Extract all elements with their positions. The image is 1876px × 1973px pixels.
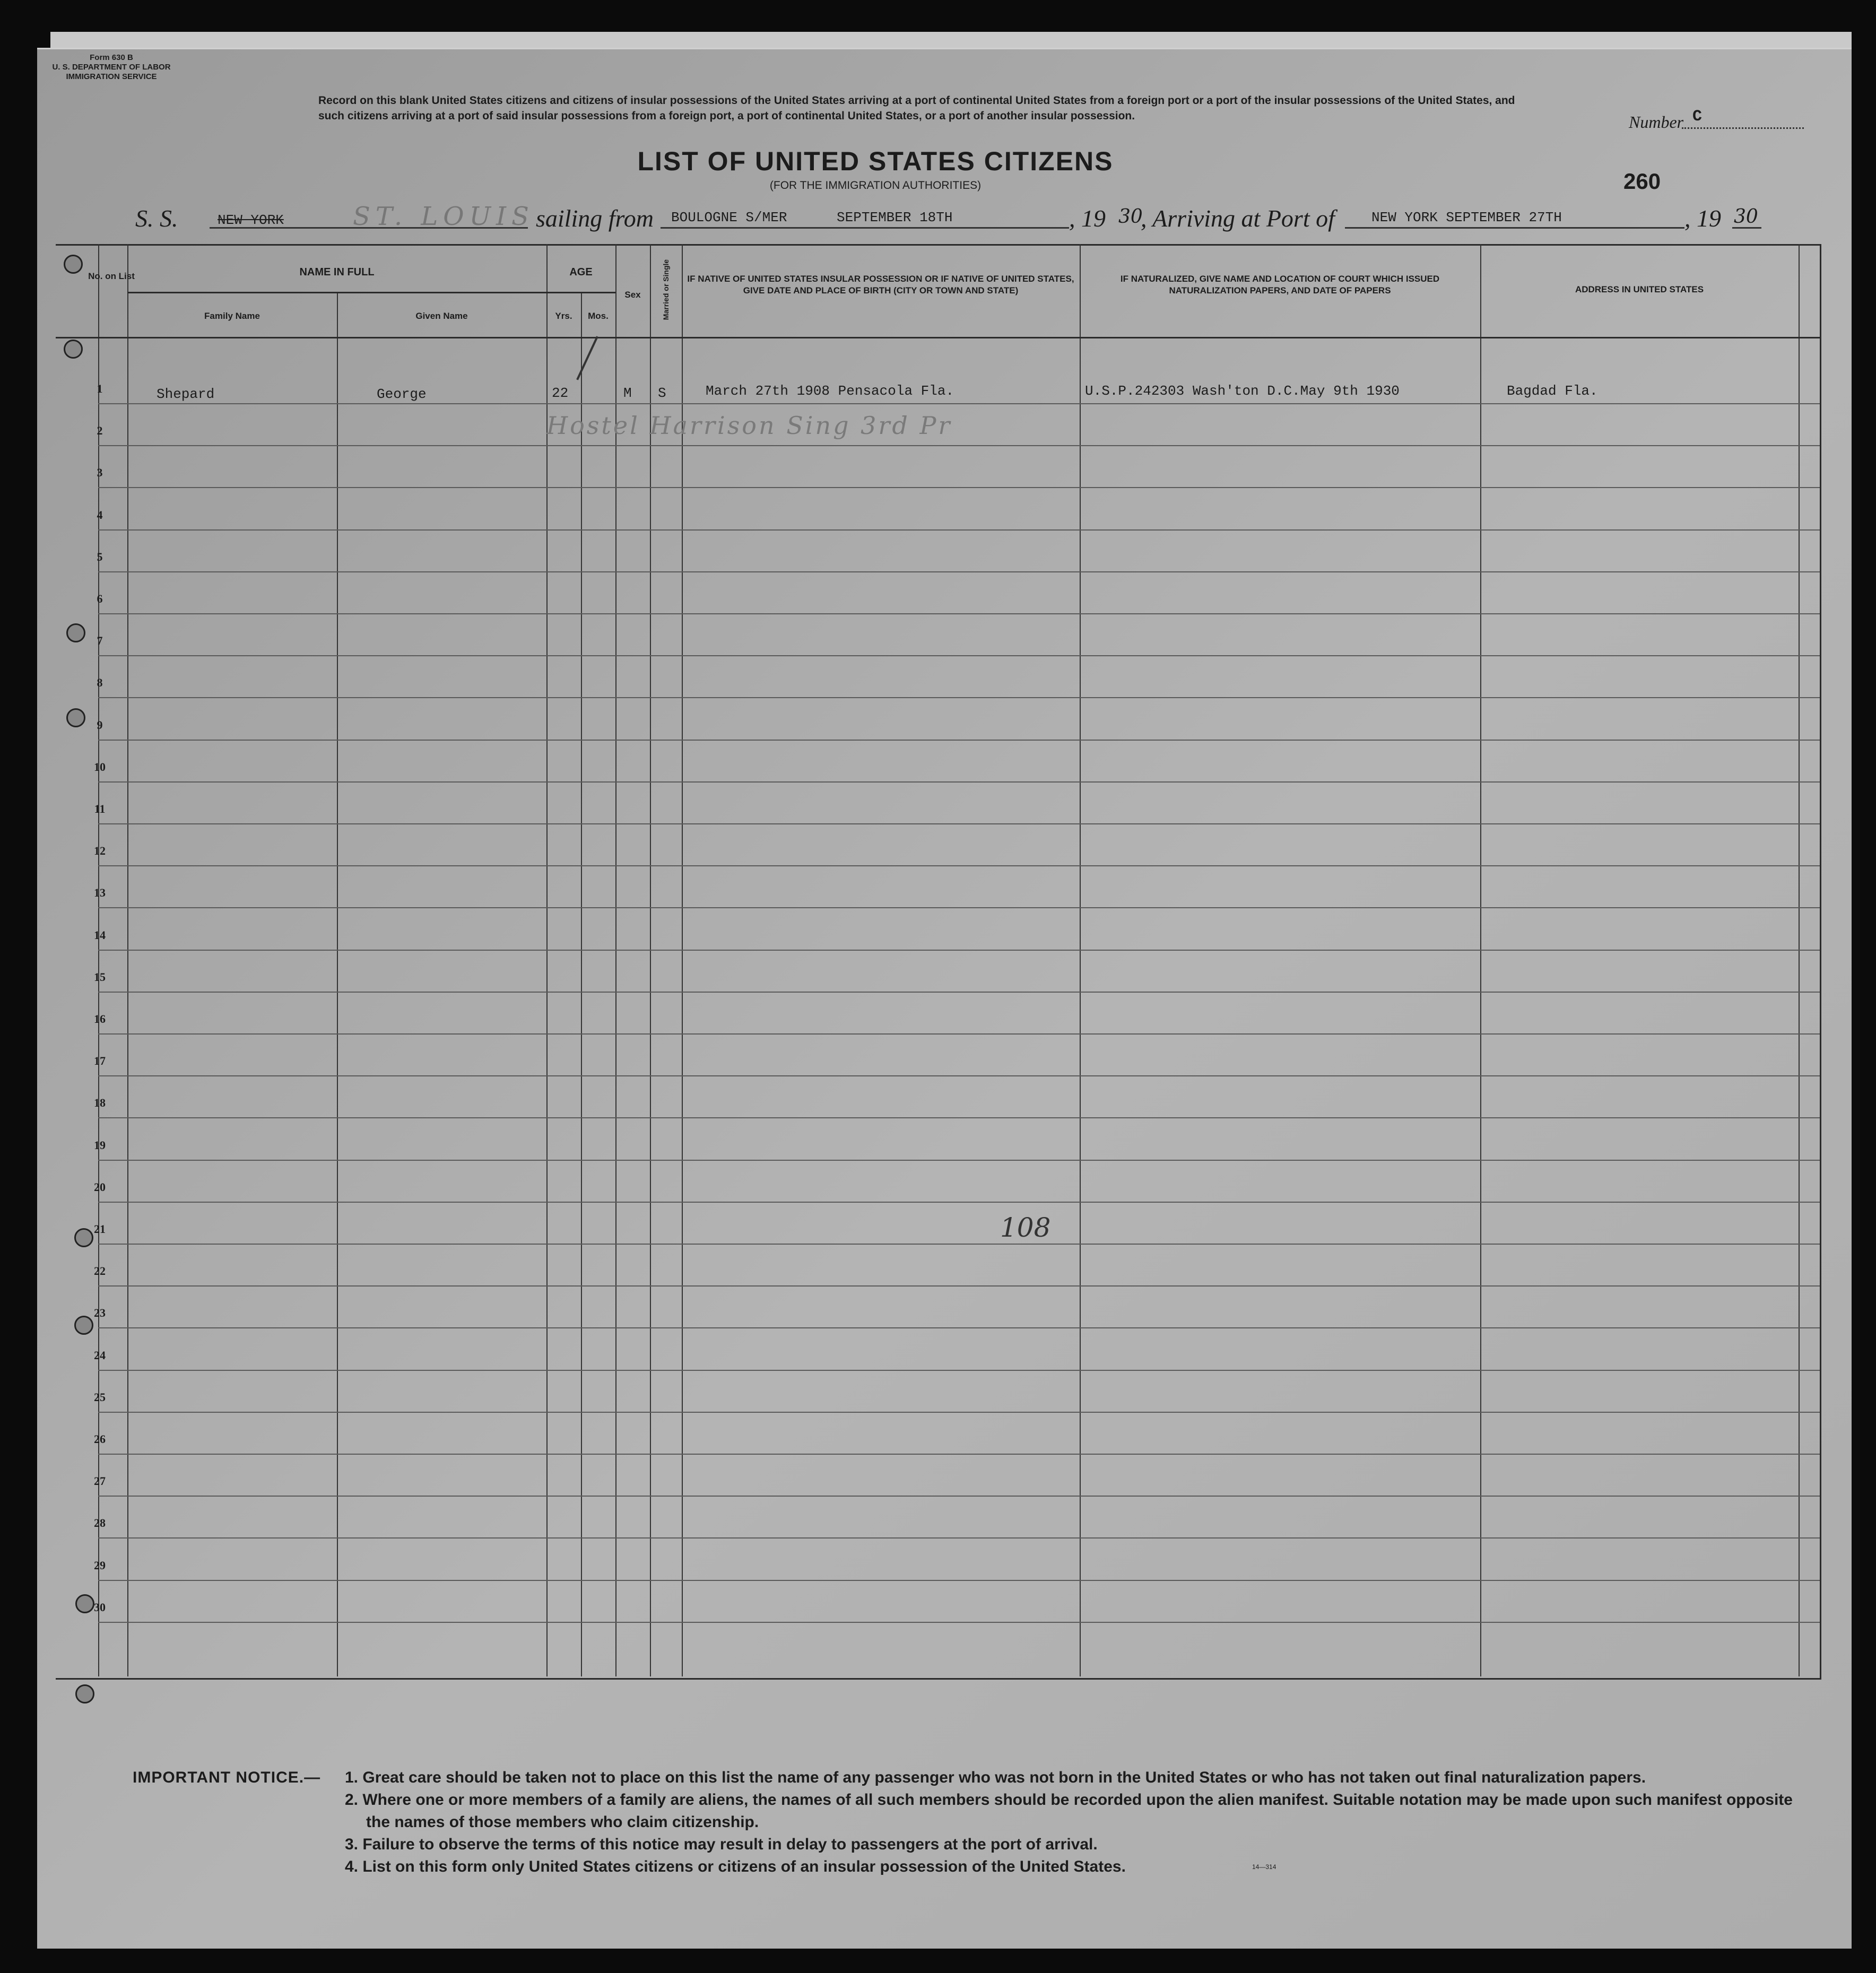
row-number: 11 xyxy=(94,802,106,815)
punch-hole xyxy=(66,708,85,727)
row-number: 8 xyxy=(97,676,103,689)
header-birth: IF NATIVE OF UNITED STATES INSULAR POSSESSION OR IF NATIVE OF UNITED STATES, GIVE DATE AND PLACE OF BIRTH (CITY OR TOWN AND STATE) xyxy=(687,274,1074,295)
row-line xyxy=(98,1244,1820,1245)
arrival-year: 30 xyxy=(1734,206,1758,228)
row-number: 25 xyxy=(94,1390,106,1404)
form-number: Form 630 B xyxy=(90,53,133,62)
row-line xyxy=(98,487,1820,488)
handwritten-annotation: Hostel Harrison Sing 3rd Pr xyxy=(546,411,952,440)
punch-hole xyxy=(75,1684,94,1703)
col-divider-marital xyxy=(682,244,683,1676)
arriving-label: , Arriving at Port of xyxy=(1141,205,1335,232)
row-number: 7 xyxy=(97,634,103,647)
stamp-number: 108 xyxy=(1000,1212,1051,1243)
punch-hole xyxy=(74,1228,93,1247)
row-line xyxy=(98,1370,1820,1371)
department-name: U. S. DEPARTMENT OF LABOR xyxy=(52,63,171,72)
important-notice xyxy=(133,1767,1804,1878)
col-divider-name xyxy=(546,244,548,1676)
header-given-name: Given Name xyxy=(415,311,468,321)
entry-age-years: 22 xyxy=(552,385,569,401)
row-line xyxy=(98,1622,1820,1623)
row-line xyxy=(98,823,1820,824)
header-married-single: Married or Single xyxy=(662,259,670,320)
row-number: 15 xyxy=(94,970,106,984)
row-line xyxy=(98,1160,1820,1161)
row-number: 12 xyxy=(94,844,106,857)
row-line xyxy=(98,697,1820,698)
arrival-underline xyxy=(1345,227,1684,229)
page-title: LIST OF UNITED STATES CITIZENS xyxy=(637,146,1114,176)
row-number: 6 xyxy=(97,592,103,605)
row-line xyxy=(98,529,1820,531)
header-no-on-list: No. on List xyxy=(88,271,135,281)
header-age-yrs: Yrs. xyxy=(555,311,572,321)
row-number: 26 xyxy=(94,1432,106,1446)
entry-birth: March 27th 1908 Pensacola Fla. xyxy=(706,383,954,399)
col-divider-family xyxy=(337,292,338,1676)
header-family-name: Family Name xyxy=(204,311,260,321)
number-label: Number xyxy=(1629,112,1684,132)
row-line xyxy=(98,445,1820,446)
departure-port-date: BOULOGNE S/MER SEPTEMBER 18TH xyxy=(671,210,953,225)
header-age-mos: Mos. xyxy=(588,311,609,321)
header-bottom-rule xyxy=(56,337,1820,338)
number-underline xyxy=(1682,127,1804,129)
entry-given-name: George xyxy=(377,386,427,402)
notice-item: 4. List on this form only United States citizens or citizens of an insular possession of the United States. xyxy=(345,1858,1126,1875)
row-number: 9 xyxy=(97,718,103,732)
row-line xyxy=(98,865,1820,866)
row-number: 23 xyxy=(94,1306,106,1319)
ship-name-typed: NEW YORK xyxy=(218,212,284,228)
row-number: 4 xyxy=(97,508,103,522)
ss-label: S. S. xyxy=(135,205,178,232)
departure-underline xyxy=(661,227,1069,229)
header-address: ADDRESS IN UNITED STATES xyxy=(1575,284,1704,294)
arrival-port-date: NEW YORK SEPTEMBER 27TH xyxy=(1371,210,1562,225)
row-number: 20 xyxy=(94,1180,106,1194)
manifest-table xyxy=(56,244,1821,1680)
col-divider-yrs xyxy=(581,292,582,1676)
col-divider-sex xyxy=(650,244,651,1676)
punch-hole xyxy=(75,1594,94,1613)
row-number: 29 xyxy=(94,1559,106,1572)
entry-sex: M xyxy=(623,385,632,401)
subheader-rule xyxy=(127,292,615,293)
header-sex: Sex xyxy=(624,290,641,300)
col-divider-no xyxy=(98,244,99,1676)
entry-naturalization: U.S.P.242303 Wash'ton D.C.May 9th 1930 xyxy=(1085,383,1400,399)
row-number: 5 xyxy=(97,550,103,563)
entry-family-name: Shepard xyxy=(157,386,215,402)
row-number: 10 xyxy=(94,760,106,773)
notice-item: 1. Great care should be taken not to place on this list the name of any passenger who was not born in the United States or who has not taken out final naturalization papers. xyxy=(345,1769,1646,1786)
row-number: 28 xyxy=(94,1516,106,1529)
row-number: 14 xyxy=(94,928,106,942)
row-line xyxy=(98,1454,1820,1455)
page-number: 260 xyxy=(1623,169,1661,194)
row-line xyxy=(98,1202,1820,1203)
row-number: 27 xyxy=(94,1474,106,1488)
row-number: 2 xyxy=(97,424,103,437)
header-age: AGE xyxy=(569,266,593,278)
row-line xyxy=(98,1496,1820,1497)
col-divider-no-right xyxy=(127,244,128,1676)
row-line xyxy=(98,1285,1820,1287)
arrival-year-underline xyxy=(1732,227,1761,229)
punch-hole xyxy=(66,623,85,642)
punch-hole xyxy=(64,255,83,274)
row-number: 3 xyxy=(97,466,103,479)
row-number: 18 xyxy=(94,1096,106,1109)
row-number: 19 xyxy=(94,1138,106,1152)
row-number: 13 xyxy=(94,886,106,899)
row-line xyxy=(98,571,1820,572)
row-line xyxy=(98,1580,1820,1581)
row-number: 1 xyxy=(97,382,103,395)
departure-year-prefix: , 19 xyxy=(1069,205,1106,232)
row-number: 17 xyxy=(94,1054,106,1067)
row-line xyxy=(98,655,1820,656)
notice-item: 3. Failure to observe the terms of this notice may result in delay to passengers at the port of arrival. xyxy=(345,1836,1098,1853)
print-code: 14—314 xyxy=(1252,1863,1276,1871)
form-instructions: Record on this blank United States citizens and citizens of insular possessions of the United States arriving at a port of continental United States from a foreign port or a port of the insular possessions of the United States, and such citizens arriving at a port of said insular possessions from a foreign port, a port of continental United States, or a port of another insular possession. xyxy=(318,94,1515,122)
service-name: IMMIGRATION SERVICE xyxy=(66,72,157,81)
header-naturalized: IF NATURALIZED, GIVE NAME AND LOCATION OF COURT WHICH ISSUED NATURALIZATION PAPERS, AND DATE OF PAPERS xyxy=(1120,274,1440,295)
col-divider-age xyxy=(615,244,616,1676)
row-line xyxy=(98,992,1820,993)
ship-name-handwritten: ST. LOUIS xyxy=(353,202,534,231)
notice-item: 2. Where one or more members of a family are aliens, the names of all such members should be recorded upon the alien manifest. Suitable notation may be made upon such manifest opposite the names of those members who claim citizenship. xyxy=(345,1791,1793,1831)
col-divider-naturalized xyxy=(1480,244,1481,1676)
page-subtitle: (FOR THE IMMIGRATION AUTHORITIES) xyxy=(769,179,982,192)
form-identifier xyxy=(42,53,180,82)
col-divider-address xyxy=(1799,244,1800,1676)
punch-hole xyxy=(64,340,83,359)
row-number: 21 xyxy=(94,1222,106,1236)
sailing-from-label: sailing from xyxy=(536,205,654,232)
row-line xyxy=(98,613,1820,614)
row-number: 16 xyxy=(94,1012,106,1025)
arrival-year-prefix: , 19 xyxy=(1684,205,1721,232)
punch-hole xyxy=(74,1316,93,1335)
entry-address: Bagdad Fla. xyxy=(1507,383,1598,399)
row-line xyxy=(98,1327,1820,1328)
departure-year: 30 xyxy=(1118,206,1143,228)
row-line xyxy=(98,1117,1820,1118)
number-value: C xyxy=(1692,108,1703,126)
notice-label: IMPORTANT NOTICE.— xyxy=(133,1769,321,1786)
row-line xyxy=(98,781,1820,783)
header-name-in-full: NAME IN FULL xyxy=(299,266,375,278)
row-line xyxy=(98,1537,1820,1539)
row-line xyxy=(98,740,1820,741)
row-line xyxy=(98,907,1820,908)
row-line xyxy=(98,403,1820,404)
row-line xyxy=(98,1033,1820,1035)
entry-marital-status: S xyxy=(658,385,666,401)
row-line xyxy=(98,1412,1820,1413)
row-line xyxy=(98,1075,1820,1076)
row-number: 22 xyxy=(94,1264,106,1277)
col-divider-birth xyxy=(1080,244,1081,1676)
row-number: 30 xyxy=(94,1601,106,1614)
row-number: 24 xyxy=(94,1349,106,1362)
row-line xyxy=(98,950,1820,951)
